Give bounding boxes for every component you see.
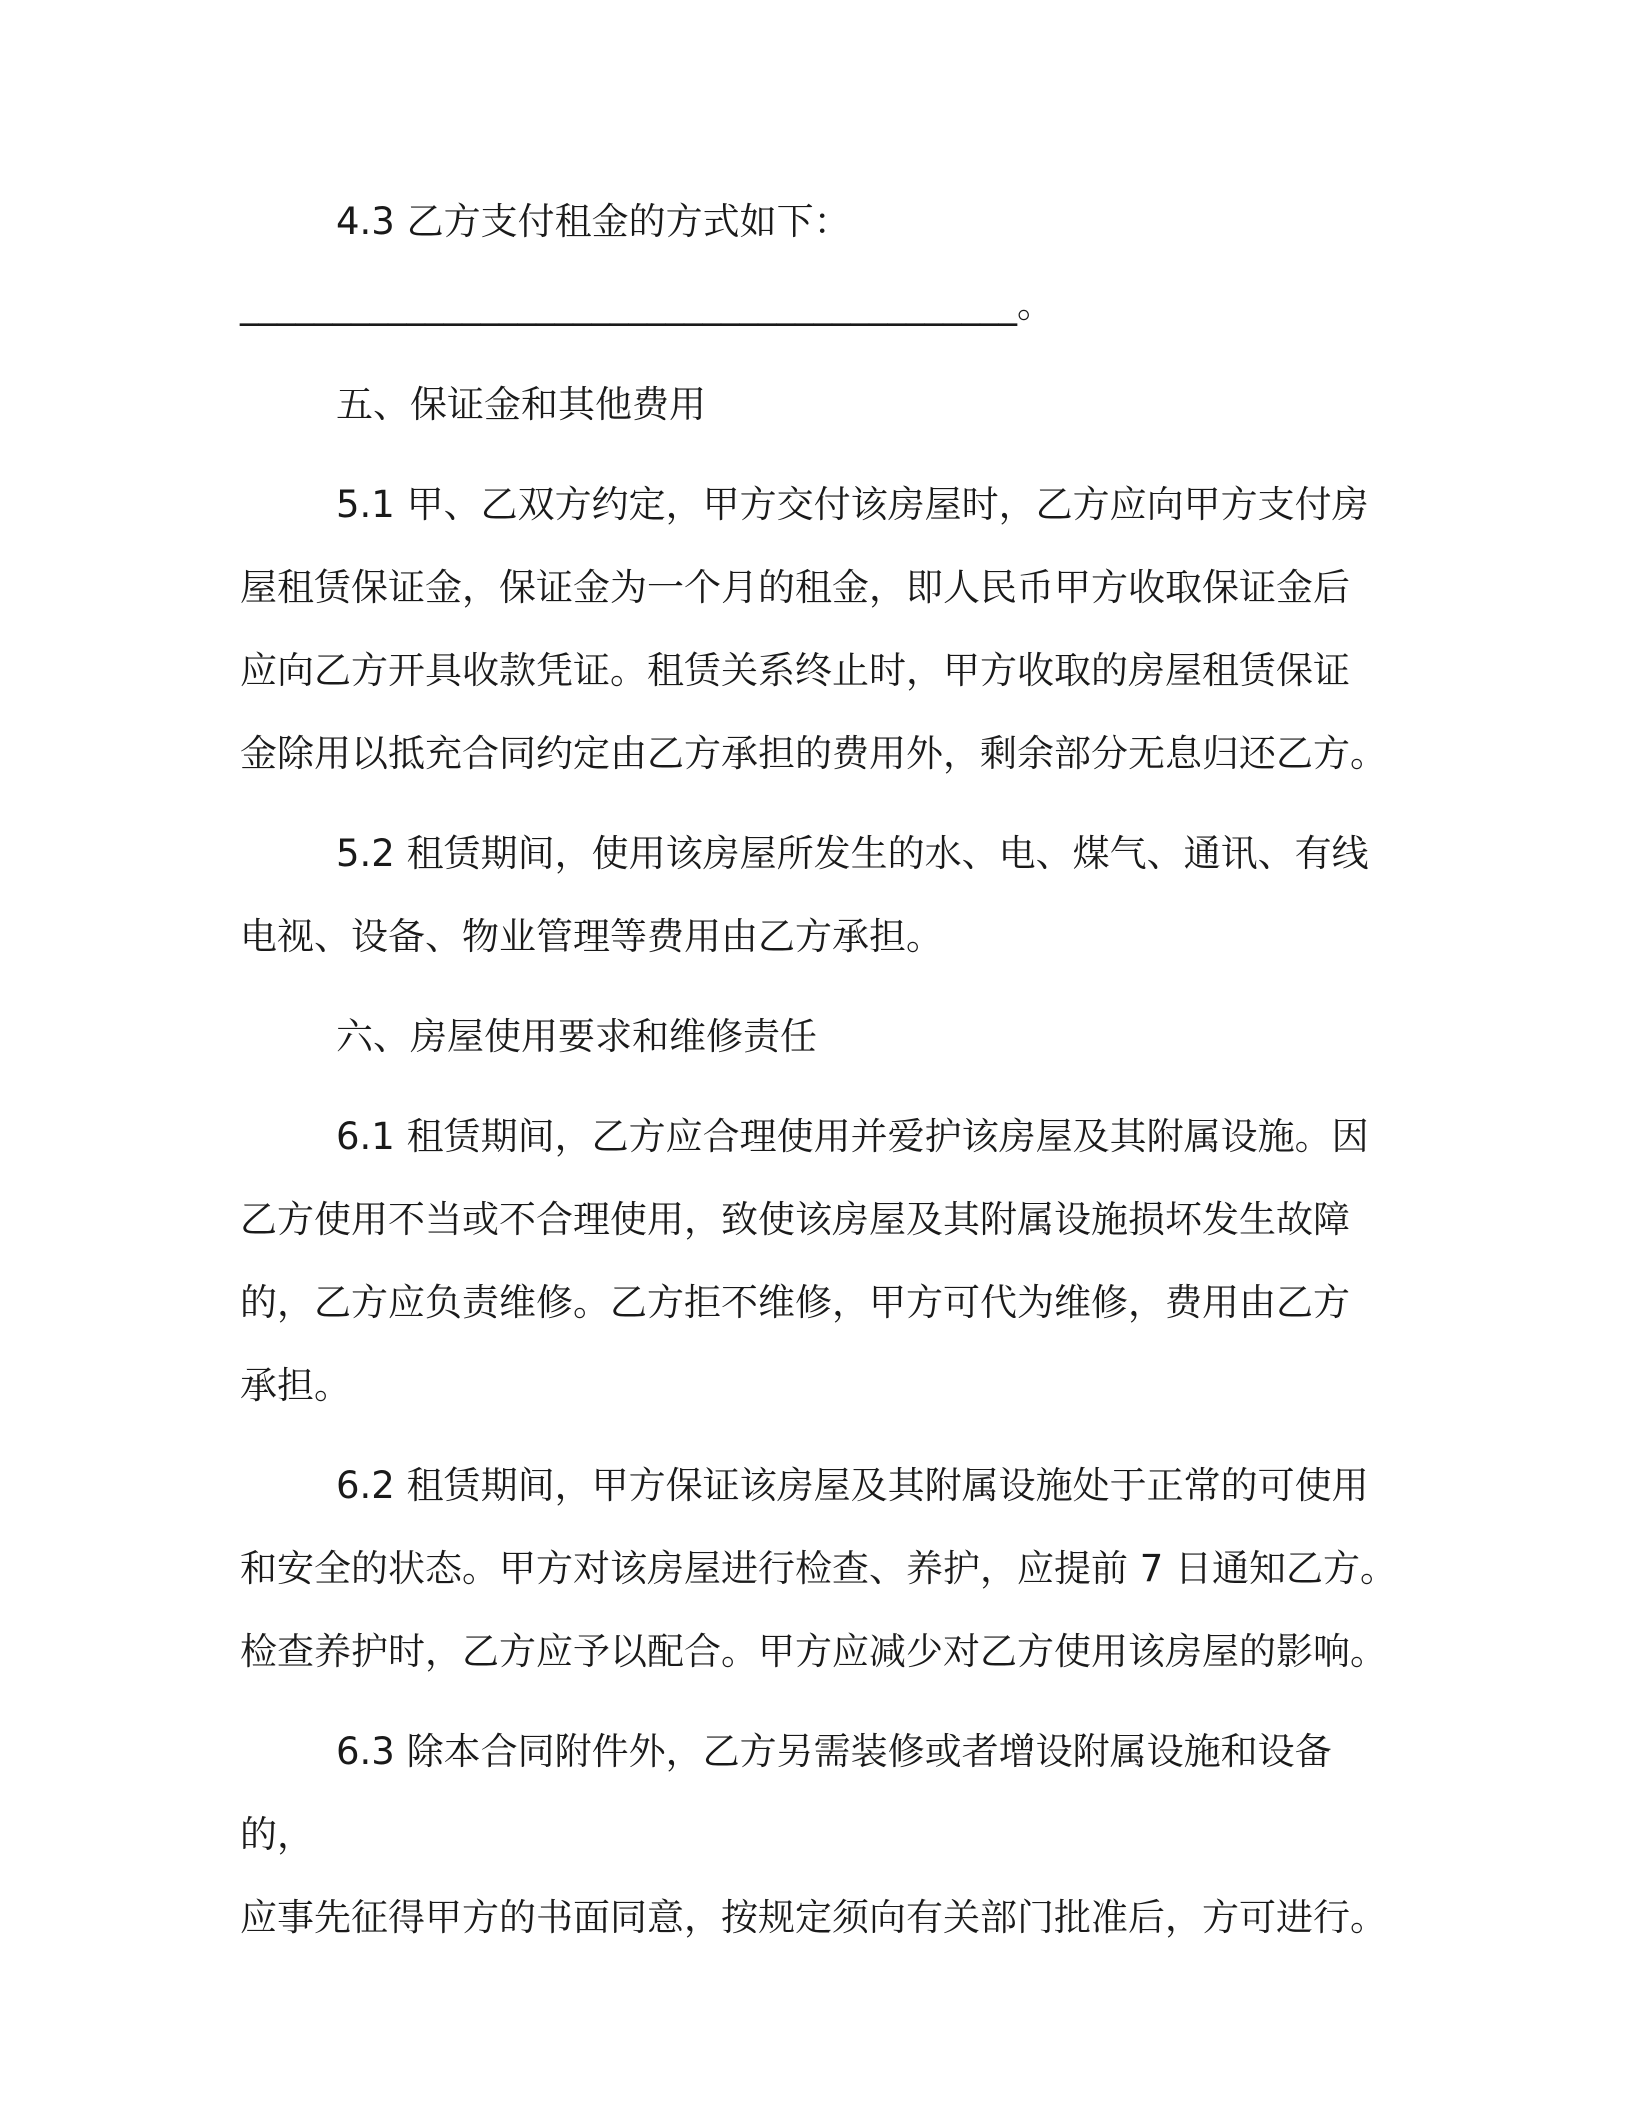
- document-page: [240, 180, 1400, 1959]
- clause-6-1: [240, 1095, 1400, 1427]
- clause-line: 检查养护时，乙方应予以配合。甲方应减少对乙方使用该房屋的影响。: [240, 1630, 1387, 1673]
- clause-line: 的，乙方应负责维修。乙方拒不维修，甲方可代为维修，费用由乙方: [240, 1281, 1350, 1324]
- clause-line: 应向乙方开具收款凭证。租赁关系终止时，甲方收取的房屋租赁保证: [240, 649, 1350, 692]
- clause-line: 应事先征得甲方的书面同意，按规定须向有关部门批准后，方可进行。: [240, 1896, 1387, 1939]
- clause-line: 乙方使用不当或不合理使用，致使该房屋及其附属设施损坏发生故障: [240, 1198, 1350, 1241]
- clause-line: 6.1 租赁期间，乙方应合理使用并爱护该房屋及其附属设施。因: [336, 1115, 1369, 1158]
- clause-line: 5.1 甲、乙双方约定，甲方交付该房屋时，乙方应向甲方支付房: [336, 483, 1369, 526]
- clause-4-3: 4.3 乙方支付租金的方式如下：: [336, 200, 851, 243]
- section-heading-6: 六、房屋使用要求和维修责任: [336, 1015, 817, 1058]
- clause-line: 金除用以抵充合同约定由乙方承担的费用外，剩余部分无息归还乙方。: [240, 732, 1387, 775]
- clause-line: 承担。: [240, 1364, 351, 1407]
- clause-5-2: [240, 812, 1400, 978]
- clause-line: 6.3 除本合同附件外，乙方另需装修或者增设附属设施和设备的，: [240, 1730, 1332, 1856]
- fill-in-blank-line: __________________________________________。: [240, 283, 1054, 326]
- clause-line: 5.2 租赁期间，使用该房屋所发生的水、电、煤气、通讯、有线: [336, 832, 1369, 875]
- clause-6-2: [240, 1444, 1400, 1693]
- clause-line: 6.2 租赁期间，甲方保证该房屋及其附属设施处于正常的可使用: [336, 1464, 1369, 1507]
- section-heading-5: 五、保证金和其他费用: [336, 383, 706, 426]
- clause-5-1: [240, 463, 1400, 795]
- clause-6-3: [240, 1710, 1400, 1959]
- clause-line: 和安全的状态。甲方对该房屋进行检查、养护，应提前 7 日通知乙方。: [240, 1547, 1398, 1590]
- clause-line: 屋租赁保证金，保证金为一个月的租金，即人民币甲方收取保证金后: [240, 566, 1350, 609]
- clause-line: 电视、设备、物业管理等费用由乙方承担。: [240, 915, 943, 958]
